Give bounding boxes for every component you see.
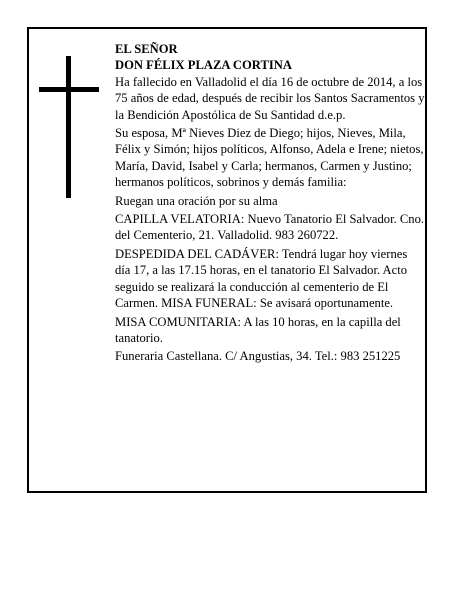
farewell-info: DESPEDIDA DEL CADÁVER: Tendrá lugar hoy viernes día 17, a las 17.15 horas, en el tanatorio El Salvador. Acto seguido se realizará la conducción al cementerio de El Carmen. MISA FUNERAL: Se avisará oportunamente. [115,246,408,311]
family-list: Su esposa, Mª Nieves Diez de Diego; hijos, Nieves, Mila, Félix y Simón; hijos políticos, Alfonso, Adela e Irene; nietos, María, David, Isabel y Carla; hermanos, Carmen y Justino; hermanos políticos, sobrinos y demás familia: [115,126,424,190]
prayer-request: Ruegan una oración por su alma [115,193,278,208]
obituary-notice [27,27,427,493]
deceased-name: DON FÉLIX PLAZA CORTINA [115,58,292,73]
funeral-home-info: Funeraria Castellana. C/ Angustias, 34. Tel.: 983 251225 [115,349,401,364]
notice-body [115,41,425,365]
wake-chapel-info: CAPILLA VELATORIA: Nuevo Tanatorio El Salvador. Cno. del Cementerio, 21. Valladolid. 983 260722. [115,212,425,243]
community-mass-info: MISA COMUNITARIA: A las 10 horas, en la capilla del tanatorio. [115,314,401,345]
death-announcement: Ha fallecido en Valladolid el día 16 de octubre de 2014, a los 75 años de edad, después de recibir los Santos Sacramentos y la Bendición Apostólica de Su Santidad d.e.p. [115,74,425,122]
deceased-title: EL SEÑOR [115,42,178,56]
cross-icon [39,56,99,198]
cross-vertical-bar [66,56,71,198]
cross-horizontal-bar [39,87,99,92]
